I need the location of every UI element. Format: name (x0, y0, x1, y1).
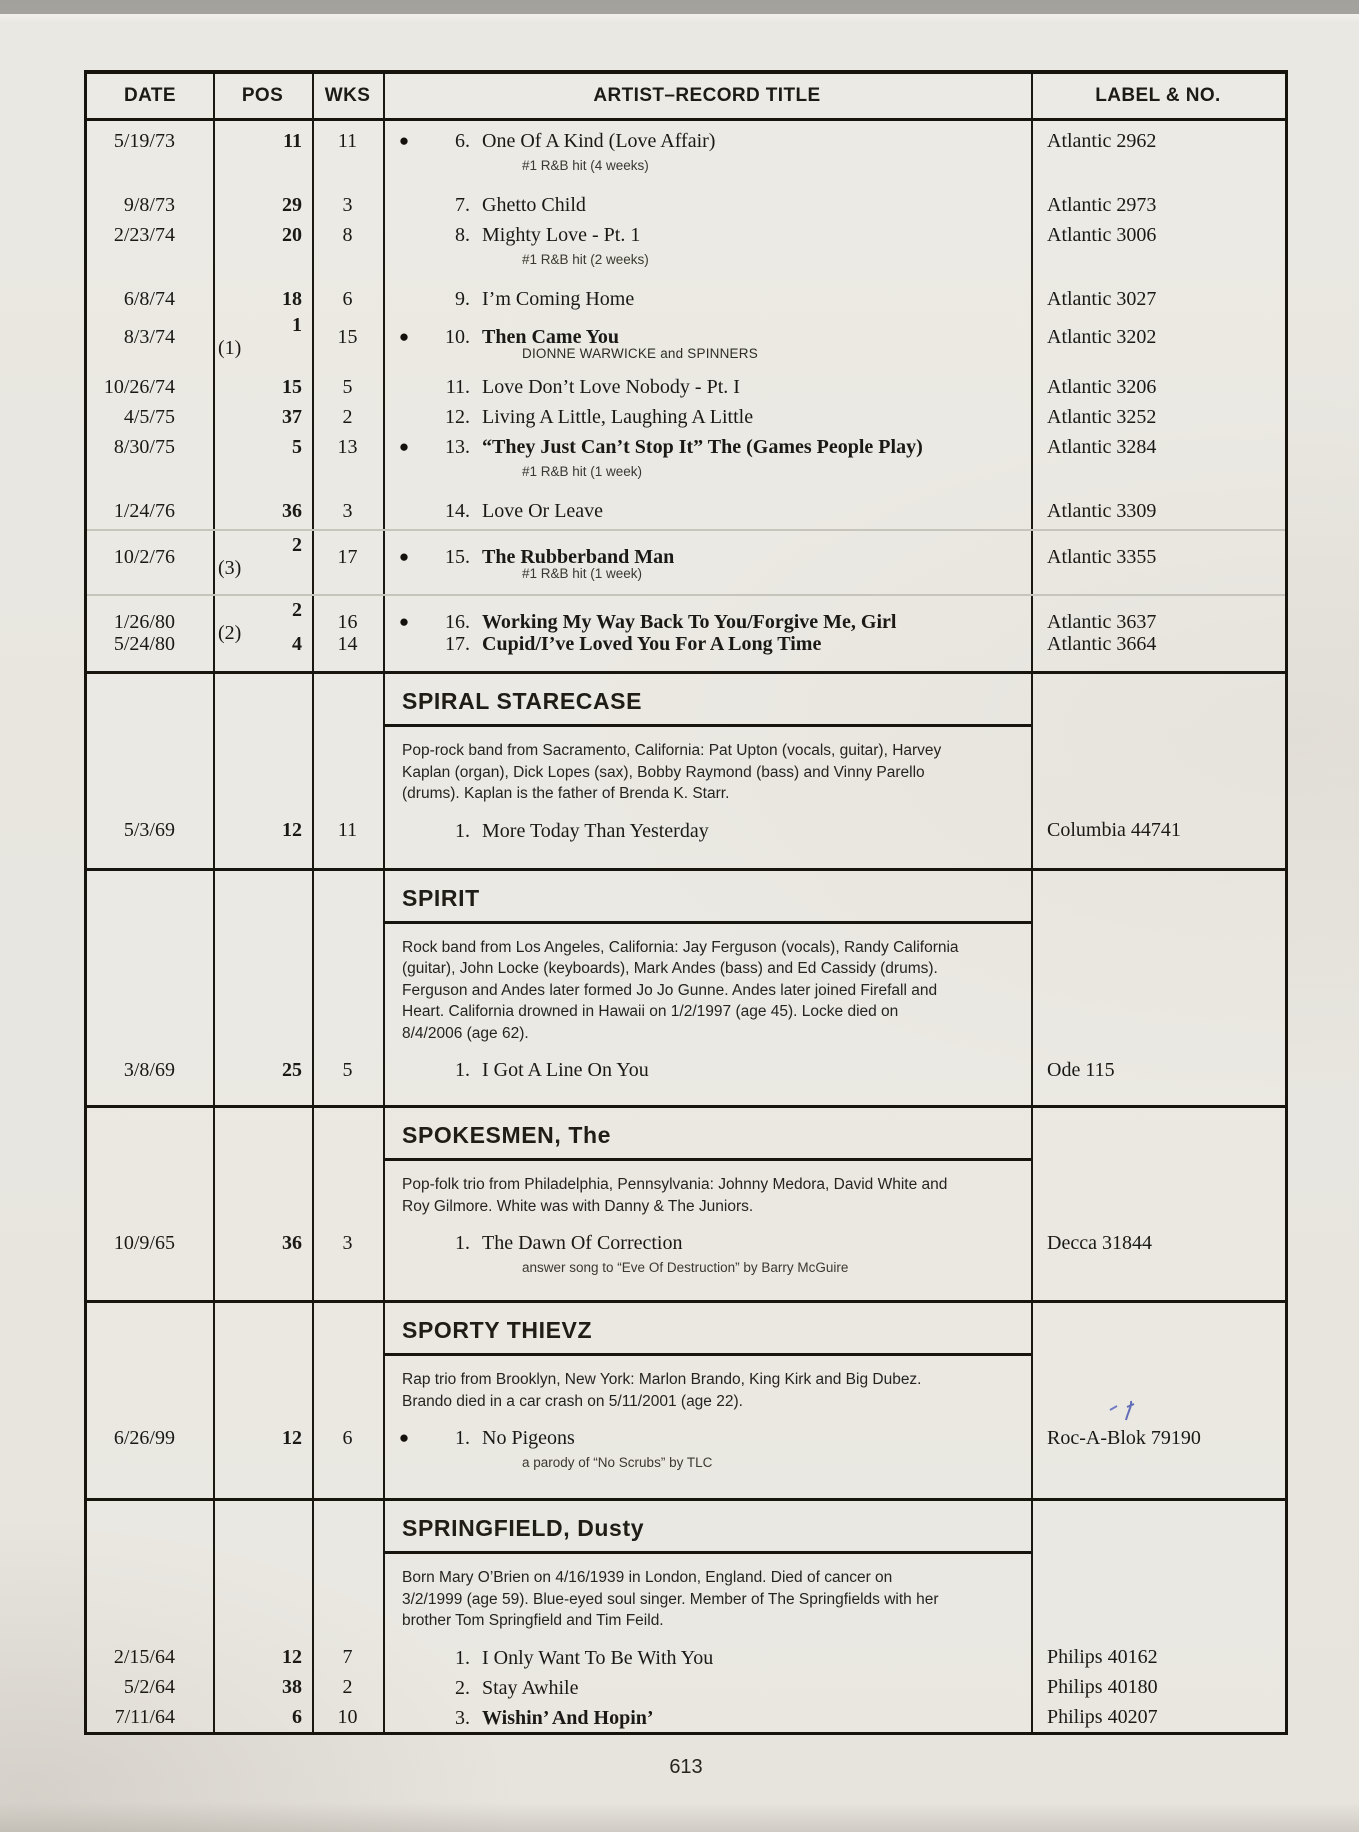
song-note: #1 R&B hit (2 weeks) (522, 252, 649, 267)
peak-position-cell (213, 194, 312, 217)
column-header-date: DATE (124, 85, 176, 106)
date-cell: 10/2/76 (113, 545, 175, 568)
artist-name-heading: SPIRIT (402, 884, 480, 911)
heading-rule (383, 921, 1031, 924)
peak-position-cell (213, 314, 312, 360)
title-cell (383, 1703, 1031, 1733)
chart-entry-row (87, 1673, 1285, 1703)
weeks-cell: 11 (337, 129, 358, 152)
title-cell (383, 126, 1031, 156)
weeks-cell: 2 (342, 1676, 353, 1698)
date-cell: 3/8/69 (123, 1058, 175, 1081)
label-cell: Ode 115 (1047, 1058, 1115, 1081)
weeks-cell: 10 (337, 1706, 358, 1728)
peak-position-cell (213, 376, 312, 399)
weeks-cell: 3 (342, 499, 353, 522)
song-number: 1. (455, 1059, 470, 1081)
artist-bio-line: Born Mary O’Brien on 4/16/1939 in London, England. Died of cancer on (402, 1569, 893, 1586)
weeks-cell: 11 (337, 819, 358, 841)
song-title: Love Don’t Love Nobody - Pt. I (482, 376, 740, 398)
song-title: I Only Want To Be With You (482, 1646, 714, 1669)
song-title: Then Came You (482, 326, 620, 348)
label-cell: Columbia 44741 (1047, 819, 1181, 841)
label-cell: Philips 40207 (1047, 1706, 1158, 1728)
gold-record-icon: ● (398, 547, 410, 566)
title-cell (383, 1423, 1031, 1453)
title-cell (383, 816, 1031, 846)
peak-position-cell (213, 500, 312, 523)
song-number: 11. (445, 376, 470, 398)
song-number: 1. (455, 1427, 470, 1449)
scan-artifact-line (87, 529, 1285, 531)
song-number: 6. (455, 130, 470, 152)
song-number: 2. (455, 1676, 470, 1699)
weeks-cell: 7 (342, 1646, 353, 1668)
artist-bio-line: Ferguson and Andes later formed Jo Jo Gunne. Andes later joined Firefall and (402, 981, 938, 999)
date-cell: 1/26/80 (113, 610, 175, 633)
peak-position: 1 (292, 314, 302, 336)
chart-entry-row (87, 432, 1285, 462)
song-title: Stay Awhile (482, 1676, 579, 1699)
peak-weeks-paren: (1) (218, 337, 242, 359)
song-title: The Rubberband Man (482, 546, 675, 568)
title-cell (383, 402, 1031, 432)
weeks-cell: 3 (342, 1231, 353, 1254)
label-cell: Atlantic 3252 (1047, 405, 1157, 428)
peak-position-cell (213, 436, 312, 459)
label-cell: Philips 40162 (1047, 1646, 1158, 1668)
song-title: Ghetto Child (482, 194, 586, 216)
peak-position: 12 (282, 1646, 302, 1668)
peak-position-cell (213, 534, 312, 580)
weeks-cell: 2 (342, 405, 353, 428)
artist-bio-line: Pop-rock band from Sacramento, California: Pat Upton (vocals, guitar), Harvey (402, 742, 942, 759)
song-title: No Pigeons (482, 1427, 575, 1449)
artist-bio-line: (drums). Kaplan is the father of Brenda K. Starr. (402, 785, 730, 802)
song-title: Living A Little, Laughing A Little (482, 406, 754, 428)
chart-entry-row (87, 816, 1285, 846)
chart-entry-row (87, 1643, 1285, 1673)
peak-position-cell (213, 1059, 312, 1082)
singles-chart-table (84, 70, 1288, 1735)
label-cell: Atlantic 2973 (1047, 193, 1157, 216)
song-title: I’m Coming Home (482, 288, 635, 310)
peak-position-cell (213, 406, 312, 429)
chart-entry-row (87, 1423, 1285, 1453)
date-cell: 10/26/74 (103, 375, 175, 398)
peak-position-cell (213, 633, 312, 656)
song-number: 10. (445, 326, 470, 348)
gold-record-icon: ● (398, 327, 410, 346)
song-number: 1. (455, 1232, 470, 1254)
weeks-cell: 3 (342, 193, 353, 216)
label-cell: Atlantic 2962 (1047, 129, 1157, 152)
artist-name-heading: SPIRAL STARECASE (402, 688, 643, 714)
artist-section-spirit (87, 868, 1285, 1106)
date-cell: 4/5/75 (123, 405, 175, 428)
title-cell (383, 1673, 1031, 1703)
artist-bio-line: brother Tom Springfield and Tim Feild. (402, 1612, 664, 1629)
date-cell: 8/3/74 (123, 325, 175, 348)
column-header-wks: WKS (324, 85, 371, 106)
song-note: #1 R&B hit (1 week) (522, 464, 643, 479)
gold-record-icon: ● (398, 1428, 410, 1447)
peak-position: 6 (292, 1706, 302, 1728)
artist-section-springfield-dusty (87, 1498, 1285, 1733)
song-title: Mighty Love - Pt. 1 (482, 224, 641, 246)
artist-section-spinners-continued (87, 121, 1285, 671)
artist-bio-line: Rock band from Los Angeles, California: Jay Ferguson (vocals), Randy California (402, 938, 959, 956)
song-number: 8. (455, 224, 470, 246)
peak-position-cell (213, 130, 312, 153)
title-cell (383, 190, 1031, 220)
artist-bio-line: Rap trio from Brooklyn, New York: Marlon Brando, King Kirk and Big Dubez. (402, 1371, 922, 1388)
weeks-cell: 16 (337, 610, 358, 633)
date-cell: 1/24/76 (113, 499, 175, 522)
column-header-pos: POS (241, 85, 284, 106)
song-title: Wishin’ And Hopin’ (482, 1706, 654, 1729)
title-cell (383, 432, 1031, 462)
title-cell (383, 284, 1031, 314)
title-cell (383, 496, 1031, 526)
heading-rule (383, 724, 1031, 727)
artist-bio-line: Brando died in a car crash on 5/11/2001 (age 22). (402, 1392, 743, 1410)
weeks-cell: 15 (337, 325, 358, 348)
title-cell (383, 1055, 1031, 1085)
date-cell: 6/8/74 (123, 287, 175, 310)
table-header-row (87, 74, 1285, 121)
song-title: Cupid/I’ve Loved You For A Long Time (482, 633, 822, 655)
artist-bio-line: Kaplan (organ), Dick Lopes (sax), Bobby Raymond (bass) and Vinny Parello (402, 763, 925, 781)
peak-position: 36 (282, 1231, 302, 1254)
scan-edge-band (0, 0, 1359, 14)
peak-position: 25 (282, 1058, 302, 1081)
peak-position: 11 (283, 129, 302, 152)
heading-rule (383, 1353, 1031, 1356)
label-cell: Atlantic 3206 (1047, 375, 1157, 398)
label-cell: Atlantic 3355 (1047, 545, 1157, 568)
title-cell (383, 372, 1031, 402)
peak-position: 36 (282, 499, 302, 522)
title-cell (383, 629, 1031, 659)
artist-bio-line: Roy Gilmore. White was with Danny & The Juniors. (402, 1197, 754, 1215)
artist-name-heading: SPOKESMEN, The (402, 1122, 612, 1148)
column-header-label: LABEL & NO. (1095, 85, 1221, 106)
label-cell: Atlantic 3027 (1047, 287, 1157, 310)
peak-weeks-paren: (3) (218, 557, 242, 579)
date-cell: 8/30/75 (113, 435, 175, 458)
peak-position: 29 (282, 193, 302, 216)
pen-mark (1106, 1398, 1146, 1424)
song-number: 16. (445, 611, 470, 633)
song-title: The Dawn Of Correction (482, 1232, 683, 1254)
peak-position: 37 (282, 405, 302, 428)
weeks-cell: 5 (342, 375, 353, 398)
chart-entry-row (87, 1703, 1285, 1733)
weeks-cell: 13 (337, 435, 358, 458)
song-title: “They Just Can’t Stop It” The (Games People Play) (482, 436, 923, 458)
peak-position: 38 (282, 1676, 302, 1698)
peak-position-cell (213, 819, 312, 842)
song-number: 14. (445, 500, 470, 522)
song-title: I Got A Line On You (482, 1059, 649, 1081)
label-cell: Atlantic 3006 (1047, 223, 1157, 246)
song-number: 13. (445, 436, 470, 458)
date-cell: 5/3/69 (123, 819, 175, 841)
label-cell: Atlantic 3309 (1047, 499, 1157, 522)
peak-position: 5 (292, 435, 302, 458)
gold-record-icon: ● (398, 131, 410, 150)
song-note: #1 R&B hit (4 weeks) (522, 158, 649, 173)
date-cell: 5/2/64 (123, 1676, 175, 1698)
chart-entry-row (87, 126, 1285, 156)
peak-position-cell (213, 1646, 312, 1669)
date-cell: 10/9/65 (113, 1231, 175, 1254)
chart-entry-row (87, 402, 1285, 432)
peak-position: 12 (282, 819, 302, 841)
scan-artifact-line (87, 594, 1285, 596)
page-number: 613 (669, 1756, 703, 1778)
peak-position: 2 (292, 534, 302, 556)
heading-rule (383, 1158, 1031, 1161)
artist-bio-line: 8/4/2006 (age 62). (402, 1024, 529, 1042)
song-number: 9. (455, 288, 470, 310)
peak-position: 15 (282, 375, 302, 398)
peak-position: 18 (282, 287, 302, 310)
weeks-cell: 17 (337, 545, 358, 568)
song-title: More Today Than Yesterday (482, 819, 709, 842)
weeks-cell: 5 (342, 1058, 353, 1081)
date-cell: 5/19/73 (113, 129, 175, 152)
peak-position-cell (213, 1232, 312, 1255)
artist-name-heading: SPRINGFIELD, Dusty (402, 1515, 645, 1541)
date-cell: 2/23/74 (113, 223, 175, 246)
date-cell: 7/11/64 (114, 1706, 175, 1728)
label-cell: Atlantic 3284 (1047, 435, 1157, 458)
date-cell: 2/15/64 (113, 1646, 175, 1668)
chart-entry-row (87, 190, 1285, 220)
peak-position: 20 (282, 223, 302, 246)
weeks-cell: 14 (337, 632, 358, 655)
song-note: #1 R&B hit (1 week) (522, 566, 643, 581)
artist-bio-line: Heart. California drowned in Hawaii on 1/2/1997 (age 45). Locke died on (402, 1003, 899, 1020)
weeks-cell: 8 (342, 223, 353, 246)
chart-entry-row (87, 372, 1285, 402)
peak-position: 12 (282, 1426, 302, 1449)
song-title: One Of A Kind (Love Affair) (482, 130, 716, 152)
peak-position-cell (213, 288, 312, 311)
peak-position: 2 (292, 599, 302, 621)
title-cell (383, 220, 1031, 250)
song-note: a parody of “No Scrubs” by TLC (522, 1455, 713, 1470)
label-cell: Roc-A-Blok 79190 (1047, 1426, 1201, 1449)
gold-record-icon: ● (398, 612, 410, 631)
song-number: 1. (455, 1646, 470, 1669)
chart-entry-row (87, 496, 1285, 526)
label-cell: Atlantic 3202 (1047, 325, 1157, 348)
label-cell: Philips 40180 (1047, 1676, 1158, 1698)
artist-name-heading: SPORTY THIEVZ (402, 1317, 593, 1343)
weeks-cell: 6 (342, 1426, 353, 1449)
weeks-cell: 6 (342, 287, 353, 310)
peak-weeks-paren: (2) (218, 622, 242, 644)
scan-shadow (0, 1802, 1359, 1832)
peak-position-cell (213, 1676, 312, 1699)
chart-entry-row (87, 629, 1285, 659)
peak-position-cell (213, 224, 312, 247)
label-cell: Atlantic 3664 (1047, 632, 1157, 655)
artist-section-spokesmen (87, 1105, 1285, 1300)
date-cell: 6/26/99 (113, 1426, 175, 1449)
artist-bio-line: Pop-folk trio from Philadelphia, Pennsylvania: Johnny Medora, David White and (402, 1176, 948, 1193)
peak-position: 4 (292, 632, 302, 655)
song-number: 15. (445, 546, 470, 568)
credited-artist-note: DIONNE WARWICKE and SPINNERS (522, 346, 758, 361)
label-cell: Atlantic 3637 (1047, 610, 1157, 633)
chart-entry-row (87, 1055, 1285, 1085)
date-cell: 9/8/73 (123, 193, 175, 216)
chart-entry-row (87, 220, 1285, 250)
song-number: 1. (455, 819, 470, 842)
title-cell (383, 1643, 1031, 1673)
gold-record-icon: ● (398, 437, 410, 456)
song-note: answer song to “Eve Of Destruction” by Barry McGuire (522, 1260, 849, 1275)
date-cell: 5/24/80 (113, 632, 175, 655)
song-number: 12. (445, 406, 470, 428)
label-cell: Decca 31844 (1047, 1231, 1152, 1254)
artist-bio-line: (guitar), John Locke (keyboards), Mark Andes (bass) and Ed Cassidy (drums). (402, 960, 938, 977)
peak-position-cell (213, 1706, 312, 1729)
peak-position-cell (213, 1427, 312, 1450)
column-header-title: ARTIST–RECORD TITLE (593, 85, 821, 106)
title-cell (383, 1228, 1031, 1258)
song-number: 7. (455, 194, 470, 216)
song-number: 17. (445, 633, 470, 655)
artist-section-spiral-starecase (87, 671, 1285, 868)
song-number: 3. (455, 1706, 470, 1729)
song-title: Working My Way Back To You/Forgive Me, Girl (482, 611, 897, 633)
chart-entry-row (87, 284, 1285, 314)
chart-entry-row (87, 1228, 1285, 1258)
artist-bio-line: 3/2/1999 (age 59). Blue-eyed soul singer. Member of The Springfields with her (402, 1590, 939, 1608)
song-title: Love Or Leave (482, 500, 604, 522)
heading-rule (383, 1551, 1031, 1554)
